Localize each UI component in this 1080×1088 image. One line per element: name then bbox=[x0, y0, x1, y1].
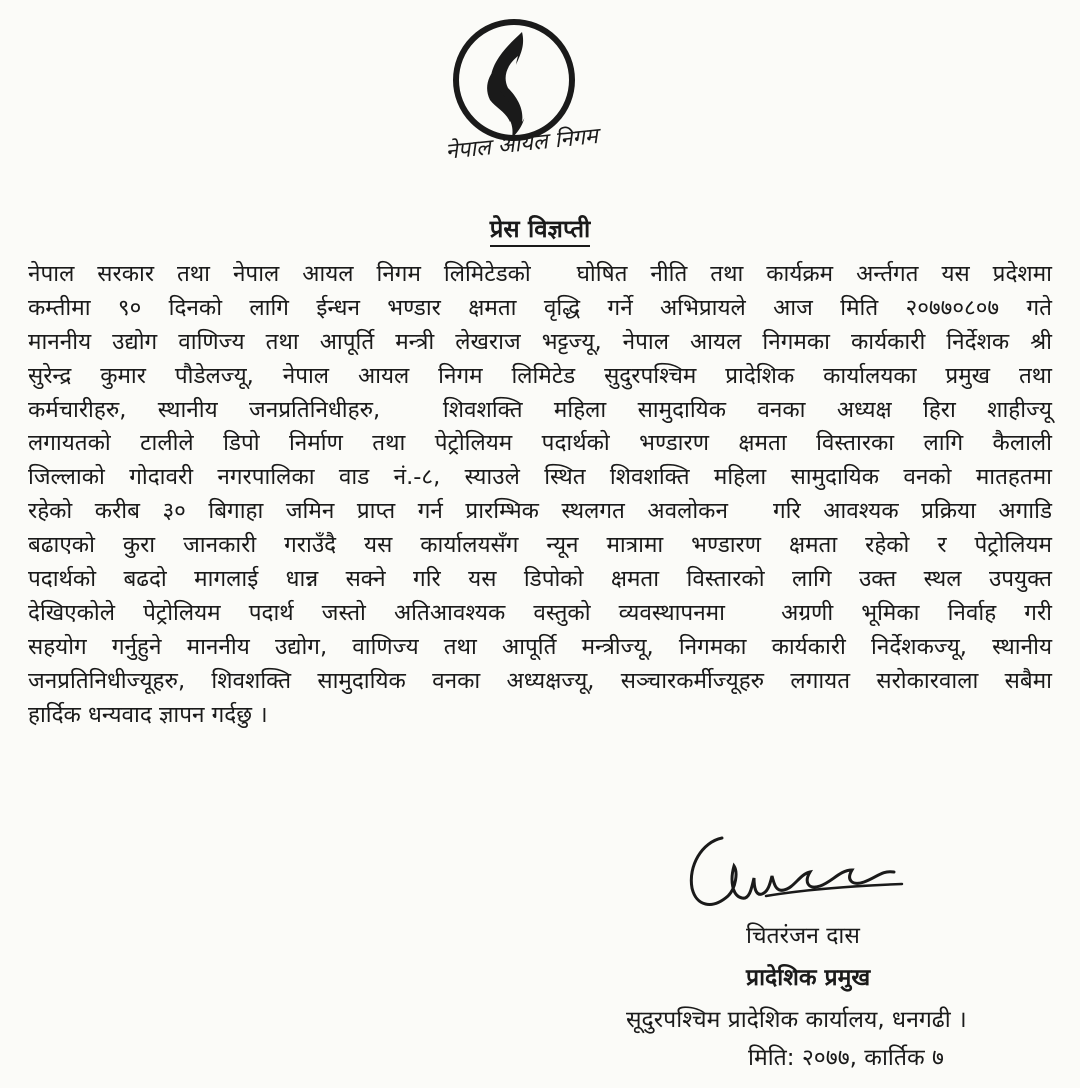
notice-body bbox=[28, 258, 1052, 732]
notice-line bbox=[28, 631, 1052, 665]
notice-line bbox=[28, 597, 1052, 631]
notice-line bbox=[28, 394, 1052, 428]
notice-line-text: बढाएको कुरा जानकारी गराउँदै यस कार्यालयसँग न्यून मात्रामा भण्डारण क्षमता रहेको र पेट्रोलियम bbox=[28, 532, 1052, 559]
signature-icon bbox=[682, 826, 912, 926]
notice-line bbox=[28, 292, 1052, 326]
notice-line-text: जिल्लाको गोदावरी नगरपालिका वाड नं.-८, स्याउले स्थित शिवशक्ति महिला सामुदायिक वनको मातहतमा bbox=[28, 464, 1052, 491]
notice-line-text: सुरेन्द्र कुमार पौडेलज्यू, नेपाल आयल निगम लिमिटेड सुदुरपश्चिम प्रादेशिक कार्यालयका प्रमुख तथा bbox=[28, 362, 1052, 389]
notice-line-text: माननीय उद्योग वाणिज्य तथा आपूर्ति मन्त्री लेखराज भट्टज्यू, नेपाल आयल निगमका कार्यकारी निर्देशक श्री bbox=[28, 328, 1052, 355]
notice-line-text: जनप्रतिनिधीज्यूहरु, शिवशक्ति सामुदायिक वनका अध्यक्षज्यू, सञ्चारकर्मीज्यूहरु लगायत सरोकारवाला सबैमा bbox=[28, 667, 1052, 694]
notice-line bbox=[28, 360, 1052, 394]
notice-line bbox=[28, 699, 1052, 733]
notice-line-text: सहयोग गर्नुहुने माननीय उद्योग, वाणिज्य तथा आपूर्ति मन्त्रीज्यू, निगमका कार्यकारी निर्देशकज्यू, स्थानीय bbox=[28, 633, 1052, 660]
notice-line bbox=[28, 563, 1052, 597]
signer-title: प्रादेशिक प्रमुख bbox=[746, 965, 871, 991]
issue-date: मिति: २०७७, कार्तिक ७ bbox=[748, 1045, 944, 1071]
notice-line-text: कम्तीमा ९० दिनको लागि ईन्धन भण्डार क्षमता वृद्धि गर्ने अभिप्रायले आज मिति २०७७०८०७ गते bbox=[28, 294, 1052, 321]
notice-line-text: देखिएकोले पेट्रोलियम पदार्थ जस्तो अतिआवश्यक वस्तुको व्यवस्थापनमा अग्रणी भूमिका निर्वाह गरी bbox=[28, 599, 1052, 626]
notice-line-text: लगायतको टालीले डिपो निर्माण तथा पेट्रोलियम पदार्थको भण्डारण क्षमता विस्तारका लागि कैलाली bbox=[28, 430, 1052, 457]
notice-line-text: पदार्थको बढदो मागलाई धान्न सक्ने गरि यस डिपोको क्षमता विस्तारको लागि उक्त स्थल उपयुक्त bbox=[28, 566, 1052, 593]
notice-line bbox=[28, 427, 1052, 461]
notice-line bbox=[28, 461, 1052, 495]
notice-line-text: रहेको करीब ३० बिगाहा जमिन प्राप्त गर्न प्रारम्भिक स्थलगत अवलोकन गरि आवश्यक प्रक्रिया अगाडि bbox=[28, 498, 1052, 525]
notice-line bbox=[28, 665, 1052, 699]
notice-line bbox=[28, 326, 1052, 360]
logo-caption: नेपाल आयल निगम bbox=[444, 123, 600, 165]
title-text: प्रेस विज्ञप्ती bbox=[490, 215, 590, 247]
signer-name: चितरंजन दास bbox=[746, 923, 860, 949]
notice-line bbox=[28, 495, 1052, 529]
notice-line bbox=[28, 529, 1052, 563]
notice-line-text: नेपाल सरकार तथा नेपाल आयल निगम लिमिटेडको घोषित नीति तथा कार्यक्रम अर्न्तगत यस प्रदेशमा bbox=[28, 261, 1052, 287]
nepal-oil-corporation-logo bbox=[444, 18, 600, 188]
notice-line bbox=[28, 258, 1052, 292]
office-address: सूदुरपश्चिम प्रादेशिक कार्यालय, धनगढी । bbox=[626, 1007, 967, 1033]
notice-line-text: कर्मचारीहरु, स्थानीय जनप्रतिनिधीहरु, शिवशक्ति महिला सामुदायिक वनका अध्यक्ष हिरा शाहीज्यू bbox=[28, 396, 1052, 423]
page-title bbox=[0, 212, 1080, 245]
notice-line-text: हार्दिक धन्यवाद ज्ञापन गर्दछु । bbox=[28, 701, 268, 728]
